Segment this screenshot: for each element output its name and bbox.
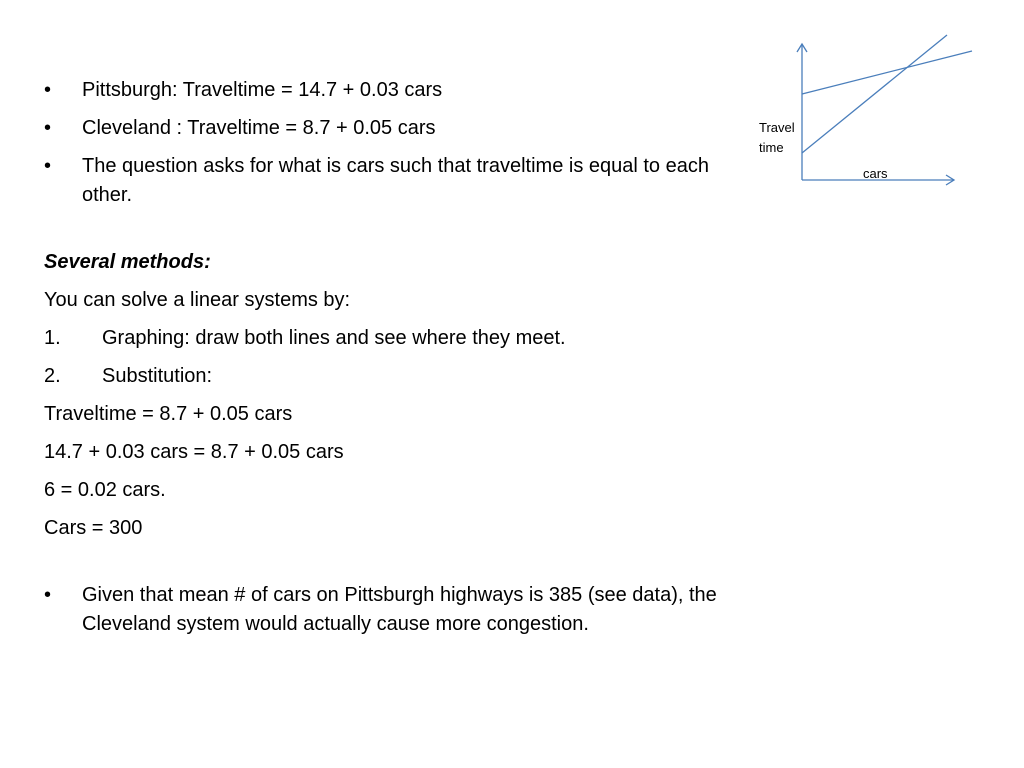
equation-line: Cars = 300 [44,517,143,539]
equation-line: 14.7 + 0.03 cars = 8.7 + 0.05 cars [44,441,344,463]
numbered-item-graphing [44,324,744,353]
y-axis-arrow [797,44,807,180]
equation-line: Traveltime = 8.7 + 0.05 cars [44,403,293,425]
bullet-dot: • [44,79,52,101]
numbered-item-substitution [44,362,744,391]
bullet-question [44,152,744,210]
bullet-dot: • [44,584,52,606]
bullet-text: Cleveland : Traveltime = 8.7 + 0.05 cars [82,117,436,139]
bullet-text: Given that mean # of cars on Pittsburgh highways is 385 (see data), the Cleveland system would actually cause more congestion. [82,584,717,635]
equation-line: 6 = 0.02 cars. [44,479,166,501]
x-axis-label: cars [863,166,888,181]
bullet-text: The question asks for what is cars such that traveltime is equal to each other. [82,155,709,206]
y-axis-label: time [759,140,784,155]
bullet-pittsburgh [44,76,744,105]
intro-text: You can solve a linear systems by: [44,289,351,311]
pittsburgh-line [802,51,972,94]
bullet-text: Pittsburgh: Traveltime = 14.7 + 0.03 cars [82,79,443,101]
item-number: 2. [44,365,61,387]
methods-heading: Several methods: [44,251,211,273]
bullet-conclusion [44,581,744,639]
item-number: 1. [44,327,61,349]
item-text: Graphing: draw both lines and see where they meet. [102,327,566,349]
y-axis-label: Travel [759,120,795,135]
item-text: Substitution: [102,365,213,387]
bullet-dot: • [44,155,52,177]
bullet-dot: • [44,117,52,139]
traveltime-diagram [740,30,990,200]
bullet-cleveland [44,114,744,143]
slide-body [44,76,744,648]
cleveland-line [802,35,947,153]
